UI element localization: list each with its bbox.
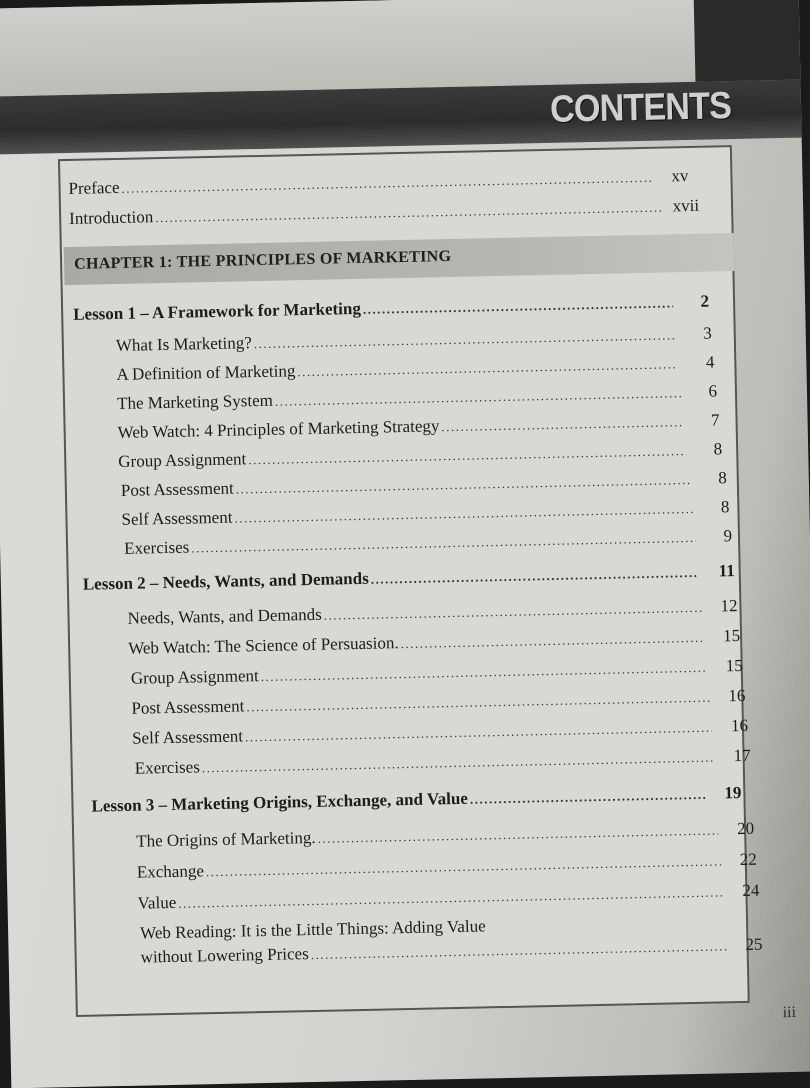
- leader-dots: [206, 853, 721, 880]
- leader-dots: [248, 443, 686, 468]
- chapter-title: CHAPTER 1: THE PRINCIPLES OF MARKETING: [73, 247, 452, 273]
- leader-dots: [311, 938, 727, 963]
- toc-entry-label: Self Assessment: [121, 507, 233, 529]
- toc-entry-label: Exercises: [123, 537, 190, 558]
- toc-entry-page: xvii: [672, 195, 700, 216]
- toc-entry-page: 8: [718, 468, 727, 488]
- toc-entry-page: 4: [705, 352, 715, 372]
- toc-entry: [137, 881, 759, 914]
- toc-entry-introduction: [69, 196, 699, 229]
- toc-entry: [118, 439, 722, 472]
- toc-lesson-2: [83, 561, 735, 595]
- toc-entry-page: 7: [710, 410, 720, 430]
- toc-entry-page: 12: [720, 596, 738, 616]
- toc-entry-label: Needs, Wants, and Demands: [127, 604, 322, 628]
- toc-entry-label: The Origins of Marketing.: [136, 827, 316, 851]
- toc-entry: [121, 497, 729, 530]
- leader-dots: [400, 630, 704, 652]
- toc-entry-label: Introduction: [68, 207, 154, 228]
- leader-dots: [470, 787, 706, 808]
- contents-box: [58, 145, 763, 1017]
- toc-entry: [128, 626, 740, 659]
- toc-entry-label: What Is Marketing?: [115, 333, 252, 356]
- toc-entry: [121, 468, 727, 501]
- toc-entry-page: 6: [708, 381, 718, 401]
- leader-dots: [245, 720, 712, 746]
- leader-dots: [178, 884, 723, 911]
- toc-entry-page: 3: [703, 323, 712, 343]
- toc-entry: [124, 526, 732, 559]
- leader-dots: [441, 414, 684, 435]
- toc-entry: [116, 324, 712, 356]
- leader-dots: [191, 530, 696, 557]
- lesson-title: Lesson 3 – Marketing Origins, Exchange, and Value: [91, 788, 469, 816]
- toc-entry-label: Post Assessment: [131, 696, 245, 718]
- toc-entry-label: Group Assignment: [130, 666, 259, 688]
- leader-dots: [371, 565, 699, 588]
- toc-entry: [132, 716, 748, 749]
- toc-entry-page: 25: [745, 934, 763, 954]
- toc-entry-label: Web Watch: The Science of Persuasion.: [128, 633, 399, 658]
- toc-entry-page: 15: [722, 626, 741, 646]
- page-shadow: [694, 0, 801, 82]
- leader-dots: [317, 823, 718, 847]
- leader-dots: [261, 660, 707, 685]
- leader-dots: [234, 501, 693, 527]
- toc-entry: [136, 819, 754, 852]
- toc-entry: [127, 596, 737, 629]
- leader-dots: [121, 170, 652, 197]
- toc-entry-label: Value: [137, 892, 177, 913]
- leader-dots: [236, 472, 691, 498]
- toc-entry-label: The Marketing System: [116, 390, 274, 413]
- toc-entry-preface: [68, 166, 688, 199]
- toc-entry-page: xv: [671, 165, 689, 186]
- toc-entry-page: 9: [723, 526, 733, 546]
- toc-entry-page: 20: [736, 818, 755, 839]
- lesson-title: Lesson 2 – Needs, Wants, and Demands: [82, 568, 369, 594]
- toc-entry-page: 17: [733, 745, 751, 766]
- toc-entry: [116, 352, 714, 385]
- leader-dots: [155, 200, 663, 227]
- leader-dots: [246, 690, 709, 716]
- leader-dots: [202, 750, 715, 777]
- toc-entry-page: 22: [739, 849, 757, 870]
- toc-entry-label: Preface: [68, 177, 120, 198]
- toc-entry-label: Exercises: [134, 757, 201, 778]
- page-number: iii: [782, 1003, 797, 1022]
- toc-entry-page: 8: [713, 439, 723, 459]
- toc-entry-page: 24: [742, 880, 760, 901]
- toc-entry-label: without Lowering Prices: [140, 944, 309, 967]
- toc-entry-label: Group Assignment: [118, 449, 247, 471]
- toc-lesson-1: [73, 292, 709, 325]
- leader-dots: [363, 295, 674, 317]
- lesson-title: Lesson 1 – A Framework for Marketing: [73, 298, 362, 324]
- lesson-page: 2: [700, 291, 710, 311]
- lesson-page: 19: [724, 783, 742, 803]
- toc-entry-label: Post Assessment: [120, 478, 234, 500]
- chapter-heading-bar: [64, 233, 735, 285]
- toc-entry-page: 16: [728, 685, 746, 706]
- toc-entry: [137, 850, 757, 883]
- toc-entry: [131, 656, 743, 689]
- leader-dots: [324, 600, 702, 624]
- toc-entry-label: Web Watch: 4 Principles of Marketing Strategy: [117, 416, 440, 442]
- toc-lesson-3: [91, 783, 741, 817]
- toc-entry-label: Self Assessment: [131, 726, 244, 748]
- toc-entry-label: Exchange: [136, 861, 205, 882]
- toc-entry: [131, 686, 745, 719]
- toc-entry-label: Web Reading: It is the Little Things: Adding Value: [139, 916, 486, 943]
- leader-dots: [254, 327, 676, 352]
- leader-dots: [297, 356, 678, 380]
- previous-page-edge: [0, 0, 695, 97]
- toc-entry-page: 15: [725, 655, 743, 676]
- page-title: CONTENTS: [549, 85, 732, 131]
- leader-dots: [275, 385, 681, 410]
- toc-entry-page: 16: [730, 715, 749, 736]
- lesson-page: 11: [718, 561, 735, 581]
- toc-entry: [117, 410, 719, 443]
- toc-entry-label: A Definition of Marketing: [116, 361, 296, 385]
- toc-entry-page: 8: [720, 497, 730, 517]
- toc-entry: [135, 746, 751, 779]
- toc-entry: [117, 381, 717, 414]
